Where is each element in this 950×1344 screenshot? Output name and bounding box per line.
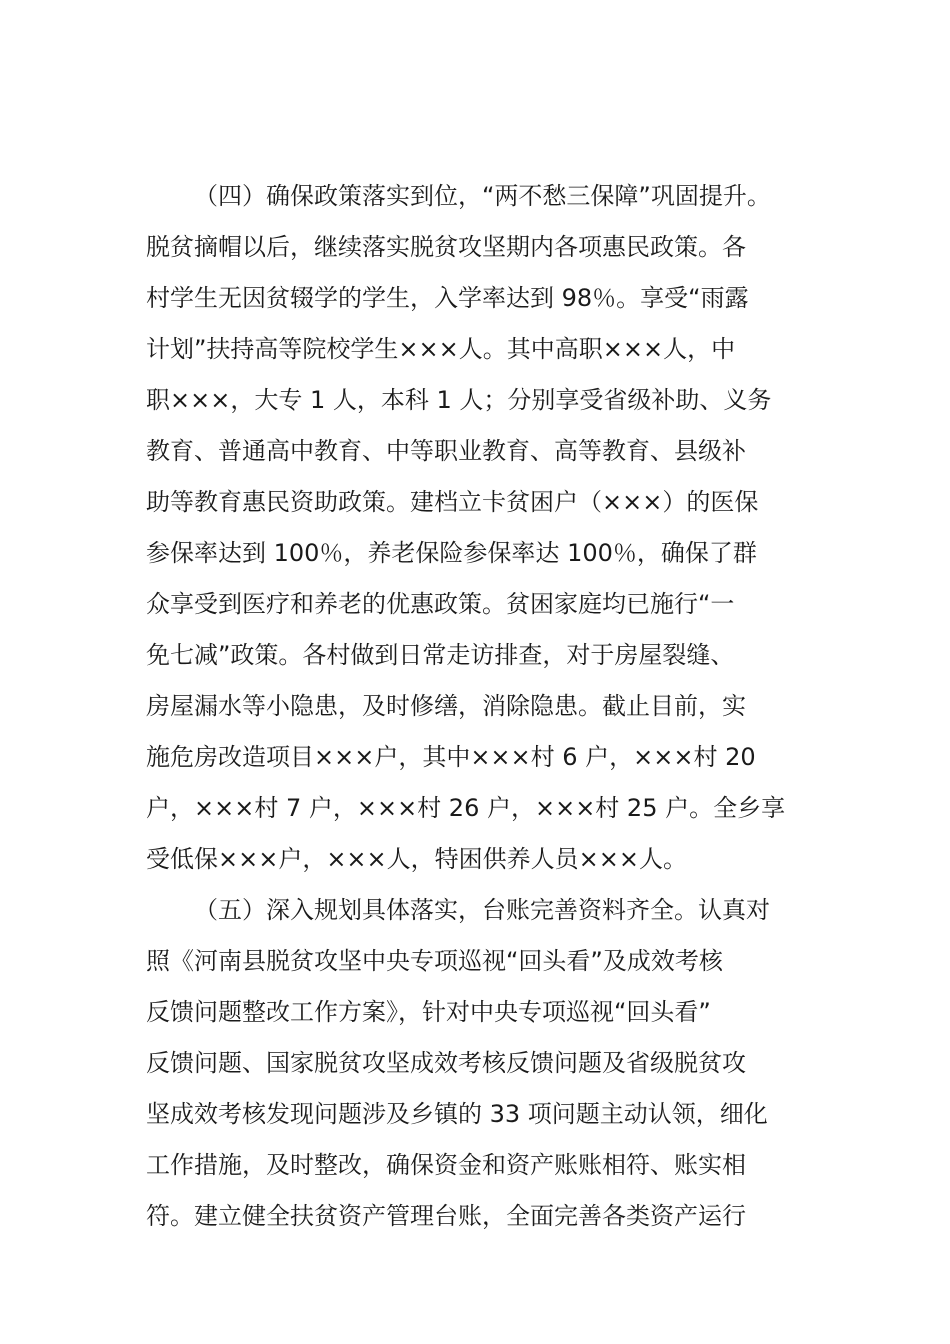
text-line: 坚成效考核发现问题涉及乡镇的 33 项问题主动认领，细化	[146, 1100, 768, 1128]
text-line: 教育、普通高中教育、中等职业教育、高等教育、县级补	[146, 437, 746, 465]
text-line: 施危房改造项目×××户，其中×××村 6 户，×××村 20	[146, 743, 756, 771]
paragraph-4-heading-line: （四）确保政策落实到位，“两不愁三保障”巩固提升。	[194, 182, 771, 210]
text-line: 户，×××村 7 户，×××村 26 户，×××村 25 户。全乡享	[146, 794, 786, 822]
text-line: 计划”扶持高等院校学生×××人。其中高职×××人，中	[146, 335, 736, 363]
text-line: 职×××，大专 1 人，本科 1 人；分别享受省级补助、义务	[146, 386, 772, 414]
text-line: 免七减”政策。各村做到日常走访排查，对于房屋裂缝、	[146, 641, 735, 669]
text-line: 助等教育惠民资助政策。建档立卡贫困户（×××）的医保	[146, 488, 759, 516]
text-line: 众享受到医疗和养老的优惠政策。贫困家庭均已施行“一	[146, 590, 735, 618]
text-line: 符。建立健全扶贫资产管理台账，全面完善各类资产运行	[146, 1202, 746, 1230]
text-line: 村学生无因贫辍学的学生，入学率达到 98％。享受“雨露	[146, 284, 749, 312]
text-line: 照《河南县脱贫攻坚中央专项巡视“回头看”及成效考核	[146, 947, 723, 975]
document-body	[146, 171, 826, 1242]
text-line: 房屋漏水等小隐患，及时修缮，消除隐患。截止目前，实	[146, 692, 746, 720]
text-line: 参保率达到 100％，养老保险参保率达 100％，确保了群	[146, 539, 757, 567]
paragraph-5-heading-line: （五）深入规划具体落实，台账完善资料齐全。认真对	[194, 896, 770, 924]
text-line: 反馈问题、国家脱贫攻坚成效考核反馈问题及省级脱贫攻	[146, 1049, 746, 1077]
text-line: 反馈问题整改工作方案》，针对中央专项巡视“回头看”	[146, 998, 711, 1026]
text-line: 受低保×××户，×××人，特困供养人员×××人。	[146, 845, 687, 873]
text-line: 脱贫摘帽以后，继续落实脱贫攻坚期内各项惠民政策。各	[146, 233, 746, 261]
text-line: 工作措施，及时整改，确保资金和资产账账相符、账实相	[146, 1151, 746, 1179]
